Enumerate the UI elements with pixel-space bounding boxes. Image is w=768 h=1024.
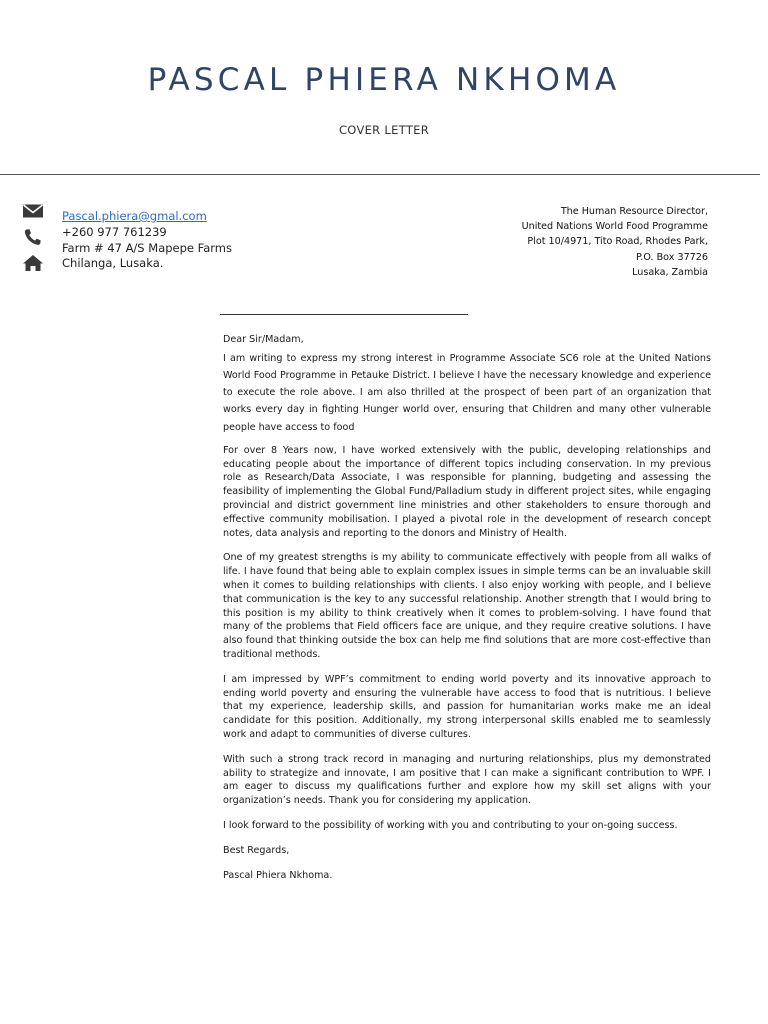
- recipient-line: The Human Resource Director,: [560, 206, 708, 217]
- recipient-line: Lusaka, Zambia: [632, 266, 708, 278]
- signature-name: Pascal Phiera Nkhoma.: [223, 869, 333, 881]
- separator-line: [220, 314, 468, 315]
- closing: Best Regards,: [223, 844, 290, 856]
- email-link[interactable]: Pascal.phiera@gmal.com: [62, 209, 207, 223]
- letter-body: [223, 333, 711, 893]
- paragraph: With such a strong track record in managing and nurturing relationships, plus my demonstrated ability to strategize and innovate, I am positive that I can make a significant contribution to WPF. I am eager to discuss my qualifications further and explore how my skill set aligns with your organization’s needs. Thank you for considering my application.: [223, 753, 711, 807]
- recipient-line: Plot 10/4971, Tito Road, Rhodes Park,: [527, 236, 708, 248]
- address-line-2: Chilanga, Lusaka.: [62, 256, 164, 271]
- envelope-icon: [22, 202, 44, 220]
- document-subtitle: COVER LETTER: [338, 123, 430, 137]
- applicant-name: PASCAL PHIERA NKHOMA: [147, 62, 621, 98]
- paragraph: One of my greatest strengths is my ability to communicate effectively with people from all walks of life. I have found that being able to explain complex issues in simple terms can be an invaluable skill when it comes to building relationships with clients. I also enjoy working with people, and I believe that communication is the key to any successful relationship. Another strength that I would bring to this position is my ability to think creatively when it comes to problem-solving. I have found that many of the problems that Field officers face are unique, and they require creative solutions. I have also found that thinking outside the box can help me find solutions that are more cost-effective than traditional methods.: [223, 552, 711, 660]
- recipient-line: United Nations World Food Programme: [521, 221, 708, 233]
- phone-number: +260 977 761239: [62, 224, 167, 239]
- recipient-address: [522, 204, 708, 280]
- header-divider: [0, 174, 760, 175]
- contact-icons: [22, 202, 44, 280]
- contact-details: [62, 209, 232, 272]
- recipient-line: P.O. Box 37726: [635, 251, 708, 263]
- paragraph: I look forward to the possibility of working with you and contributing to your on-going success.: [223, 819, 678, 831]
- paragraph: I am impressed by WPF’s commitment to ending world poverty and its innovative approach to ending world poverty and ensuring the vulnerable have access to food that is nutritious. I believe that my experience, leadership skills, and passion for humanitarian works make me an ideal candidate for this position. Additionally, my strong interpersonal skills enabled me to seamlessly work and adapt to communities of diverse cultures.: [223, 673, 711, 740]
- salutation: Dear Sir/Madam,: [223, 334, 304, 345]
- address-line-1: Farm # 47 A/S Mapepe Farms: [62, 240, 232, 255]
- paragraph: For over 8 Years now, I have worked extensively with the public, developing relationships and educating people about the importance of different topics including conservation. In my previous role as Research/Data Associate, I was responsible for planning, budgeting and assessing the feasibility of implementing the Global Fund/Palladium study in different project sites, while engaging provincial and district government line ministries and other stakeholders to ensure thorough and effective community mobilisation. I played a pivotal role in the development of research concept notes, data analysis and reporting to the donors and Ministry of Health.: [223, 444, 711, 539]
- phone-icon: [22, 228, 44, 246]
- home-icon: [22, 254, 44, 272]
- paragraph: I am writing to express my strong interest in Programme Associate SC6 role at the United Nations World Food Programme in Petauke District. I believe I have the necessary knowledge and experience to execute the role above. I am also thrilled at the prospect of been part of an organization that works every day in fighting Hunger world over, ensuring that Children and many other vulnerable people have access to food: [223, 352, 711, 433]
